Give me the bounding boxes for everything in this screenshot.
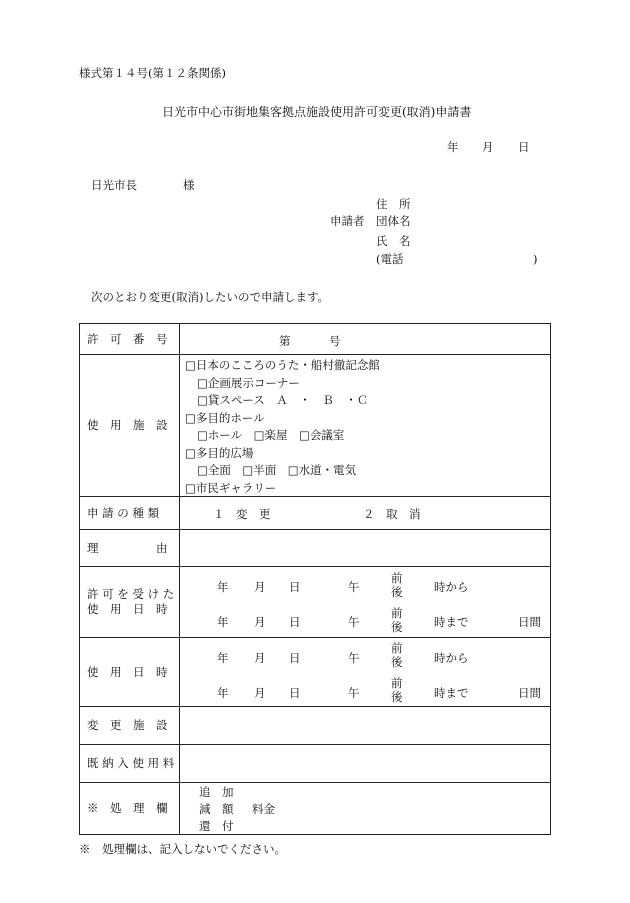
request-type-cancel[interactable]: ２ 取 消 xyxy=(363,507,421,521)
row-permitted-dates xyxy=(80,567,551,638)
applicant-address-label: 住 所 xyxy=(376,197,411,211)
row-changed-facility xyxy=(80,707,551,745)
processing-fee: 料金 xyxy=(252,802,275,816)
intro-text: 次のとおり変更(取消)したいので申請します。 xyxy=(91,290,330,304)
pd-from-day: 日 xyxy=(289,580,301,594)
date-year: 年 xyxy=(447,140,459,154)
application-table xyxy=(79,323,551,835)
use-dates-label: 使 用 日 時 xyxy=(80,638,180,707)
ud-to-am: 前 xyxy=(391,676,403,690)
ud-to-suffix: 時まで xyxy=(434,686,469,700)
processing-field xyxy=(180,783,551,835)
ud-days: 日間 xyxy=(518,686,541,700)
reason-field[interactable] xyxy=(180,530,551,567)
ud-to-day: 日 xyxy=(289,686,301,700)
permitted-dates-label xyxy=(80,567,180,638)
applicant-name-label: 氏 名 xyxy=(376,234,411,248)
row-processing xyxy=(80,783,551,835)
facility-option-hall-rooms[interactable]: □ホール □楽屋 □会議室 xyxy=(197,428,345,442)
pd-from-year: 年 xyxy=(217,580,229,594)
use-dates-field[interactable] xyxy=(180,638,551,707)
permitted-dates-label-line2: 使 用 日 時 xyxy=(87,602,168,616)
paid-fee-label: 既 納 入 使 用 料 xyxy=(80,745,180,783)
facility-label: 使 用 施 設 xyxy=(80,355,180,497)
permit-go: 号 xyxy=(329,334,341,348)
changed-facility-field[interactable] xyxy=(180,707,551,745)
facility-option-plaza-area[interactable]: □全面 □半面 □水道・電気 xyxy=(197,463,357,477)
pd-to-year: 年 xyxy=(217,615,229,629)
ud-from-day: 日 xyxy=(289,651,301,665)
ud-to-year: 年 xyxy=(217,686,229,700)
applicant-group-label: 団体名 xyxy=(376,214,411,228)
ud-from-year: 年 xyxy=(217,651,229,665)
pd-from-am: 前 xyxy=(391,571,403,585)
pd-to-suffix: 時まで xyxy=(434,615,469,629)
pd-to-month: 月 xyxy=(254,615,266,629)
facility-option-plaza[interactable]: □多目的広場 xyxy=(185,445,254,460)
addressee-honorific: 様 xyxy=(183,178,195,192)
ud-to-month: 月 xyxy=(254,686,266,700)
form-number: 様式第１４号(第１２条関係) xyxy=(79,66,226,80)
pd-from-suffix: 時から xyxy=(434,580,469,594)
permit-number-label: 許 可 番 号 xyxy=(80,324,180,355)
applicant-phone-label: (電話 xyxy=(376,252,404,266)
ud-from-suffix: 時から xyxy=(434,651,469,665)
applicant-role-label: 申請者 xyxy=(330,214,365,228)
permitted-dates-field[interactable] xyxy=(180,567,551,638)
row-reason xyxy=(80,530,551,567)
pd-to-pm: 後 xyxy=(391,620,403,634)
pd-from-noon: 午 xyxy=(348,580,360,594)
pd-days: 日間 xyxy=(518,615,541,629)
processing-add: 追 加 xyxy=(199,785,234,799)
pd-to-noon: 午 xyxy=(348,615,360,629)
request-type-change[interactable]: １ 変 更 xyxy=(213,507,271,521)
footnote: ※ 処理欄は、記入しないでください。 xyxy=(79,842,286,856)
page-title: 日光市中心市街地集客拠点施設使用許可変更(取消)申請書 xyxy=(162,105,472,119)
ud-to-pm: 後 xyxy=(391,690,403,704)
pd-to-am: 前 xyxy=(391,606,403,620)
facility-options xyxy=(180,355,551,497)
row-use-dates xyxy=(80,638,551,707)
permitted-dates-label-line1: 許 可 を 受 け た xyxy=(87,587,175,601)
ud-from-am: 前 xyxy=(391,641,403,655)
addressee-name: 日光市長 xyxy=(91,178,137,192)
ud-to-noon: 午 xyxy=(348,686,360,700)
processing-label: ※ 処 理 欄 xyxy=(80,783,180,835)
processing-reduce: 減 額 xyxy=(199,802,234,816)
row-facility xyxy=(80,355,551,497)
facility-option-museum[interactable]: □日本のこころのうた・船村徹記念館 xyxy=(185,358,380,372)
pd-from-pm: 後 xyxy=(391,585,403,599)
facility-option-rental[interactable]: □貸スペース Ａ ・ Ｂ ・Ｃ xyxy=(197,393,369,407)
row-permit-number xyxy=(80,324,551,355)
facility-option-gallery[interactable]: □市民ギャラリー xyxy=(185,480,277,495)
pd-to-day: 日 xyxy=(289,615,301,629)
permit-number-field[interactable] xyxy=(180,324,551,355)
request-type-field xyxy=(180,497,551,530)
row-request-type xyxy=(80,497,551,530)
permit-dai: 第 xyxy=(279,334,291,348)
facility-option-hall[interactable]: □多目的ホール xyxy=(185,410,265,425)
paid-fee-field[interactable] xyxy=(180,745,551,783)
ud-from-pm: 後 xyxy=(391,655,403,669)
date-day: 日 xyxy=(518,140,530,154)
date-month: 月 xyxy=(482,140,494,154)
processing-refund: 還 付 xyxy=(199,819,234,833)
pd-from-month: 月 xyxy=(254,580,266,594)
ud-from-month: 月 xyxy=(254,651,266,665)
reason-label: 理 由 xyxy=(80,530,180,567)
changed-facility-label: 変 更 施 設 xyxy=(80,707,180,745)
ud-from-noon: 午 xyxy=(348,651,360,665)
request-type-label: 申 請 の 種 類 xyxy=(80,497,180,530)
facility-option-exhibit[interactable]: □企画展示コーナー xyxy=(197,375,300,390)
applicant-phone-close: ) xyxy=(533,252,538,266)
row-paid-fee xyxy=(80,745,551,783)
